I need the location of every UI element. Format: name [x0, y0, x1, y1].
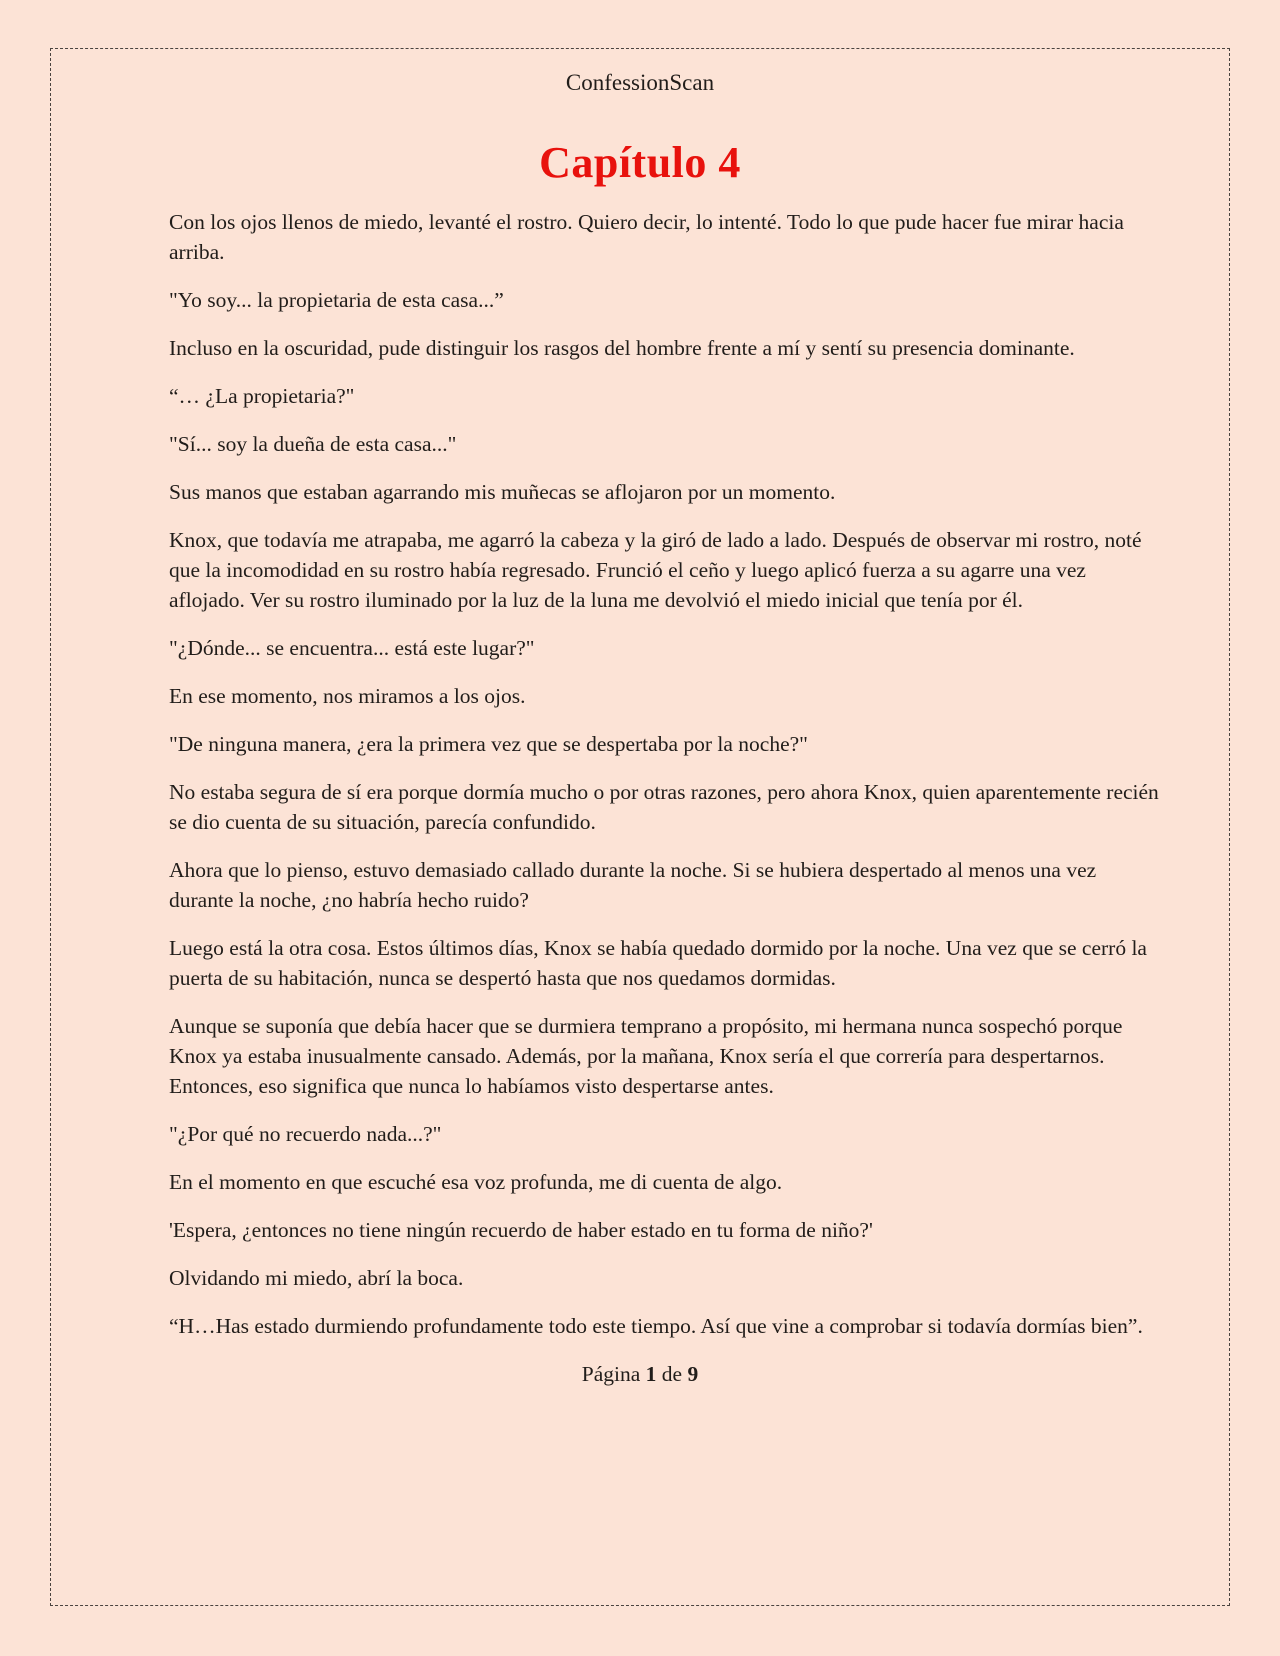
paragraph: Con los ojos llenos de miedo, levanté el rostro. Quiero decir, lo intenté. Todo lo que pude hacer fue mirar hacia arriba.	[169, 210, 1124, 264]
paragraph: "¿Por qué no recuerdo nada...?"	[169, 1122, 442, 1146]
paragraph: Olvidando mi miedo, abrí la boca.	[169, 1266, 464, 1290]
paragraph: "Yo soy... la propietaria de esta casa...”	[169, 288, 504, 312]
site-header: ConfessionScan	[565, 70, 715, 95]
paragraph: En el momento en que escuché esa voz profunda, me di cuenta de algo.	[169, 1170, 783, 1194]
page-footer	[51, 1359, 1229, 1389]
footer-total-pages: 9	[687, 1362, 699, 1386]
footer-current-page: 1	[645, 1362, 657, 1386]
paragraph: "De ninguna manera, ¿era la primera vez que se despertaba por la noche?"	[169, 732, 808, 756]
paragraph: "Sí... soy la dueña de esta casa..."	[169, 432, 457, 456]
chapter-body	[169, 207, 1165, 1341]
footer-of-word: de	[661, 1362, 683, 1386]
paragraph: "¿Dónde... se encuentra... está este lugar?"	[169, 636, 535, 660]
paragraph: “H…Has estado durmiendo profundamente todo este tiempo. Así que vine a comprobar si todavía dormías bien”.	[169, 1314, 1143, 1338]
paragraph: Aunque se suponía que debía hacer que se durmiera temprano a propósito, mi hermana nunca sospechó porque Knox ya estaba inusualmente cansado. Además, por la mañana, Knox sería el que correría para despertarnos. Entonces, eso significa que nunca lo habíamos visto despertarse antes.	[169, 1014, 1123, 1098]
chapter-title: Capítulo 4	[539, 138, 741, 187]
paragraph: No estaba segura de sí era porque dormía mucho o por otras razones, pero ahora Knox, quien aparentemente recién se dio cuenta de su situación, parecía confundido.	[169, 780, 1159, 834]
paragraph: Ahora que lo pienso, estuvo demasiado callado durante la noche. Si se hubiera despertado al menos una vez durante la noche, ¿no habría hecho ruido?	[169, 858, 1097, 912]
paragraph: Knox, que todavía me atrapaba, me agarró la cabeza y la giró de lado a lado. Después de observar mi rostro, noté que la incomodidad en su rostro había regresado. Frunció el ceño y luego aplicó fuerza a su agarre una vez aflojado. Ver su rostro iluminado por la luz de la luna me devolvió el miedo inicial que tenía por él.	[169, 528, 1142, 612]
footer-label: Página	[581, 1362, 641, 1386]
paragraph: Incluso en la oscuridad, pude distinguir los rasgos del hombre frente a mí y sentí su presencia dominante.	[169, 336, 1075, 360]
paragraph: “… ¿La propietaria?"	[169, 384, 355, 408]
paragraph: Sus manos que estaban agarrando mis muñecas se aflojaron por un momento.	[169, 480, 836, 504]
paragraph: En ese momento, nos miramos a los ojos.	[169, 684, 526, 708]
paragraph: Luego está la otra cosa. Estos últimos días, Knox se había quedado dormido por la noche. Una vez que se cerró la puerta de su habitación, nunca se despertó hasta que nos quedamos dormidas.	[169, 936, 1147, 990]
paragraph: 'Espera, ¿entonces no tiene ningún recuerdo de haber estado en tu forma de niño?'	[169, 1218, 873, 1242]
page-border-frame	[50, 48, 1230, 1606]
